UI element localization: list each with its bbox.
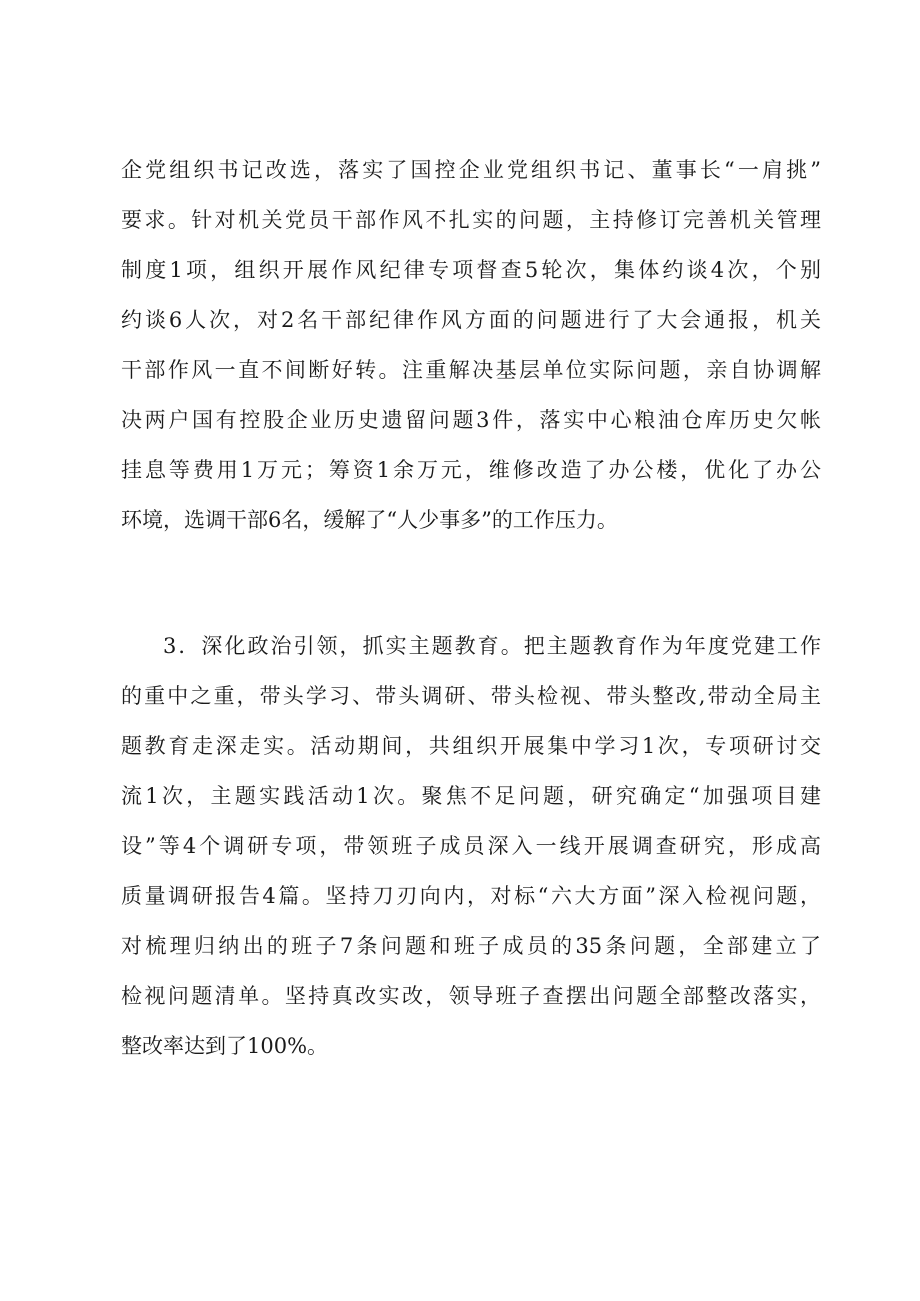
paragraph-1 [121, 145, 821, 545]
paragraph-line: 流1次，主题实践活动1次。聚焦不足问题，研究确定“加强项目建 [121, 784, 821, 808]
paragraph-line: 的重中之重，带头学习、带头调研、带头检视、带头整改,带动全局主 [121, 684, 821, 708]
paragraph-line: 设”等4个调研专项，带领班子成员深入一线开展调查研究，形成高 [121, 834, 821, 858]
paragraph-line: 约谈6人次，对2名干部纪律作风方面的问题进行了大会通报，机关 [121, 308, 821, 332]
paragraph-line: 质量调研报告4篇。坚持刀刃向内，对标“六大方面”深入检视问题， [121, 884, 821, 908]
paragraph-line: 环境，选调干部6名，缓解了“人少事多”的工作压力。 [121, 508, 618, 532]
paragraph-line: 企党组织书记改选，落实了国控企业党组织书记、董事长“一肩挑” [121, 158, 821, 182]
paragraph-line: 决两户国有控股企业历史遗留问题3件，落实中心粮油仓库历史欠帐 [121, 408, 821, 432]
paragraph-line: 挂息等费用1万元；筹资1余万元，维修改造了办公楼，优化了办公 [121, 458, 821, 482]
paragraph-line: 题教育走深走实。活动期间，共组织开展集中学习1次，专项研讨交 [121, 734, 821, 758]
paragraph-line: 要求。针对机关党员干部作风不扎实的问题，主持修订完善机关管理 [121, 208, 821, 232]
paragraph-line: 干部作风一直不间断好转。注重解决基层单位实际问题，亲自协调解 [121, 358, 821, 382]
paragraph-line: 制度1项，组织开展作风纪律专项督查5轮次，集体约谈4次，个别 [121, 258, 821, 282]
paragraph-line: 整改率达到了100%。 [121, 1034, 329, 1058]
paragraph-line: 3．深化政治引领，抓实主题教育。把主题教育作为年度党建工作 [163, 634, 821, 658]
paragraph-line: 对梳理归纳出的班子7条问题和班子成员的35条问题，全部建立了 [121, 934, 821, 958]
paragraph-2 [121, 621, 821, 1071]
paragraph-line: 检视问题清单。坚持真改实改，领导班子查摆出问题全部整改落实， [121, 984, 821, 1008]
